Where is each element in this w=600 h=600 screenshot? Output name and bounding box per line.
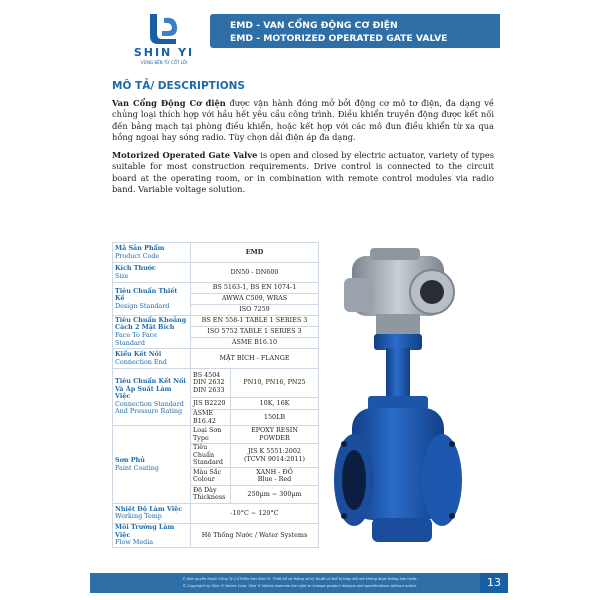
description-en-body: is open and closed by electric actuator, variety of types suitable for most construction requirements. Drive control is connected to the circuit board at the operating room, or in combination with remote control modules via radio band. Variable voltage solution. <box>112 150 494 195</box>
spec-label-vi: Tiêu Chuẩn Kết Nối Và Áp Suất Làm Việc <box>115 377 186 401</box>
spec-sub-key: Tiêu Chuẩn Standard <box>191 444 231 468</box>
spec-sub-value: 150LB <box>231 410 319 426</box>
spec-sub-value: PN10, PN16, PN25 <box>231 369 319 398</box>
spec-label <box>113 349 191 369</box>
spec-sub-value: XANH - ĐỎ Blue - Red <box>231 467 319 485</box>
spec-value: ASME B16.10 <box>191 338 319 349</box>
spec-label-en: Connection End <box>115 357 167 366</box>
spec-row-flow-media <box>113 523 319 547</box>
spec-label-en: Face To Face Standard <box>115 331 158 347</box>
spec-label-en: Working Temp <box>115 512 162 521</box>
spec-row-working-temp <box>113 503 319 523</box>
page-number: 13 <box>480 573 508 593</box>
description-en <box>112 150 494 196</box>
spec-row-size <box>113 263 319 283</box>
spec-label <box>113 316 191 349</box>
spec-label-vi: Kiểu Kết Nối <box>115 349 162 358</box>
spec-row-design-standard <box>113 283 319 294</box>
title-band <box>210 14 500 48</box>
spec-label <box>113 523 191 547</box>
spec-value: ISO 7259 <box>191 305 319 316</box>
spec-row-face-to-face <box>113 316 319 327</box>
footer-band <box>90 573 480 593</box>
spec-label <box>113 426 191 504</box>
spec-label-en: Paint Coating <box>115 463 159 472</box>
spec-table <box>112 242 319 548</box>
spec-value: EMD <box>191 243 319 263</box>
spec-label-en: Size <box>115 271 129 280</box>
brand-tagline: VỮNG BỀN TỪ CỐT LÕI <box>140 60 188 65</box>
spec-sub-value: 10K, 16K <box>231 398 319 410</box>
spec-label <box>113 243 191 263</box>
spec-row-product-code <box>113 243 319 263</box>
shinyi-logo <box>118 12 210 72</box>
spec-sub-value: EPOXY RESIN POWDER <box>231 426 319 444</box>
spec-label-vi: Tiêu Chuẩn Khoảng Cách 2 Mặt Bích <box>115 315 187 332</box>
spec-label-en: Design Standard <box>115 301 170 310</box>
spec-label-vi: Kích Thước <box>115 263 156 272</box>
spec-value: ISO 5752 TABLE 1 SERIES 3 <box>191 327 319 338</box>
spec-value: -10°C ~ 120°C <box>191 503 319 523</box>
description-en-lead: Motorized Operated Gate Valve <box>112 150 258 160</box>
spec-label-vi: Tiêu Chuẩn Thiết Kế <box>115 286 178 303</box>
spec-label-en: Flow Media <box>115 538 154 547</box>
spec-label <box>113 369 191 426</box>
spec-sub-key: Độ Dày Thickness <box>191 485 231 503</box>
spec-sub-value: JIS K 5551:2002 (TCVN 9014:2011) <box>231 444 319 468</box>
spec-label-en: Product Code <box>115 251 160 260</box>
spec-label-vi: Mã Sản Phẩm <box>115 243 165 252</box>
spec-row-paint-coating <box>113 426 319 444</box>
shinyi-logo-mark-icon <box>146 12 182 46</box>
spec-sub-value: 250µm ~ 300µm <box>231 485 319 503</box>
spec-row-connection-pressure <box>113 369 319 398</box>
spec-sub-key: Màu Sắc Colour <box>191 467 231 485</box>
descriptions-heading: MÔ TẢ/ DESCRIPTIONS <box>112 80 245 92</box>
spec-sub-key: Loại Sơn Type <box>191 426 231 444</box>
description-vi-body: được vận hành đóng mở bởi động cơ mô tơ điện, đa dạng về chủng loại thích hợp với hầu hết yêu cầu công trình. Điều khiển truyền động được kết nối đến bảng mạch tại phòng điều khiển, hoặc kết hợp với các mô đun điều khiển từ xa qua hồng ngoại hay sóng radio. Tùy chọn dải điện áp đa dạng. <box>112 98 494 143</box>
spec-label <box>113 263 191 283</box>
spec-value: BS 5163-1, BS EN 1074-1 <box>191 283 319 294</box>
spec-label-en: Connection Standard And Pressure Rating <box>115 399 184 416</box>
spec-value: AWWA C509, WRAS <box>191 294 319 305</box>
spec-label <box>113 503 191 523</box>
description-vi <box>112 98 494 144</box>
spec-value: BS EN 558-1 TABLE 1 SERIES 3 <box>191 316 319 327</box>
spec-sub-key: ASME B16.42 <box>191 410 231 426</box>
title-vi: EMD - VAN CỔNG ĐỘNG CƠ ĐIỆN <box>230 20 398 31</box>
spec-row-connection-end <box>113 349 319 369</box>
description-vi-lead: Van Cổng Động Cơ điện <box>112 98 226 108</box>
spec-sub-key: JIS B2220 <box>191 398 231 410</box>
spec-label-vi: Môi Trường Làm Việc <box>115 522 175 539</box>
spec-label-vi: Sơn Phủ <box>115 455 145 464</box>
spec-label <box>113 283 191 316</box>
motorized-gate-valve-image <box>322 248 490 568</box>
spec-sub-key: BS 4504 DIN 2632 DIN 2633 <box>191 369 231 398</box>
title-en: EMD - MOTORIZED OPERATED GATE VALVE <box>230 33 448 44</box>
brand-name: SHIN YI <box>133 46 195 59</box>
spec-value: Hệ Thống Nước / Water Systems <box>191 523 319 547</box>
spec-value: DN50 - DN600 <box>191 263 319 283</box>
spec-label-vi: Nhiệt Độ Làm Việc <box>115 504 183 513</box>
spec-value: MẶT BÍCH - FLANGE <box>191 349 319 369</box>
footer-copyright-vi: © Bản quyền thuộc Công Ty Cổ Phần Van Shin Yi. Thiết kế và thông số kỹ thuật có thể bị thay đổi mà không được thông báo trước. <box>182 577 418 581</box>
footer-copyright-en: © Copyright by Shin Yi Valves Corp. Shin Yi Valves reserves the right to change product designs and specifications without notice. <box>182 584 418 588</box>
